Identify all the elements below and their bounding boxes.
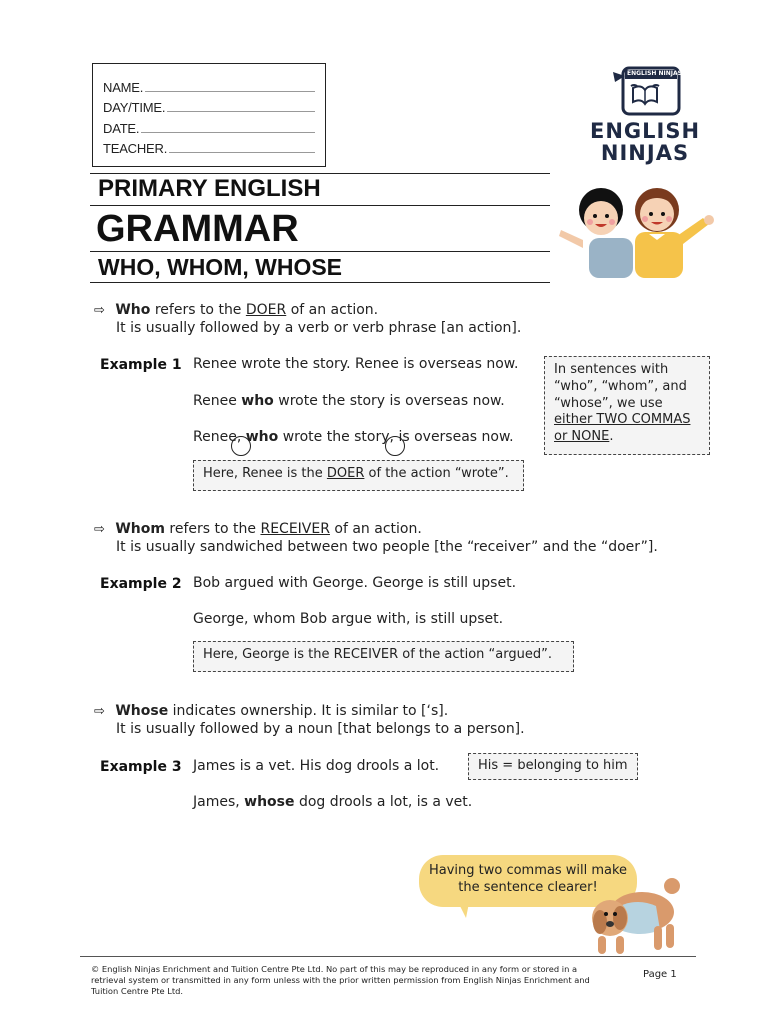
divider: [90, 251, 550, 252]
who-rule: [94, 302, 378, 318]
date-field[interactable]: [103, 115, 315, 136]
whom-rule-detail: It is usually sandwiched between two people [the “receiver” and the “doer”].: [116, 539, 658, 555]
ninja-book-icon: [609, 64, 681, 118]
logo-wordmark: [586, 120, 704, 164]
english-ninjas-logo: [586, 64, 704, 168]
student-info-box: [92, 63, 326, 167]
example-3-sentence-2: James, whose dog drools a lot, is a vet.: [193, 794, 473, 810]
example-1-note: Here, Renee is the DOER of the action “wrote”.: [193, 460, 524, 491]
divider: [90, 282, 550, 283]
name-label: NAME.: [103, 79, 144, 95]
example-1-sentence-2: Renee who wrote the story is overseas now.: [193, 393, 505, 409]
day-time-label: DAY/TIME.: [103, 100, 166, 115]
example-1-label: Example 1: [100, 357, 182, 373]
who-rule-detail: It is usually followed by a verb or verb phrase [an action].: [116, 320, 522, 336]
divider: [90, 173, 550, 174]
doer-term: DOER: [245, 302, 287, 318]
copyright-notice: © English Ninjas Enrichment and Tuition Centre Pte Ltd. No part of this may be reproduced in any form or stored in a retrieval system or transmitted in any form unless with the prior written permission from English Ninjas Enrichment and Tuition Centre Pte Ltd.: [91, 964, 590, 996]
name-field[interactable]: [103, 74, 315, 95]
arrow-right-icon: ⇨: [94, 704, 105, 719]
comma-rule-note: In sentences with “who”, “whom”, and “whose”, we use either TWO COMMAS or NONE.: [544, 356, 710, 455]
example-3-sentence-1: James is a vet. His dog drools a lot.: [193, 758, 440, 774]
comma-circle-icon: [385, 436, 405, 456]
who-term: Who: [115, 302, 151, 318]
arrow-right-icon: ⇨: [94, 522, 105, 537]
example-2-sentence-1: Bob argued with George. George is still upset.: [193, 575, 517, 591]
who-text: refers to the: [150, 302, 246, 318]
page-title: GRAMMAR: [96, 208, 299, 250]
example-1-sentence-1: Renee wrote the story. Renee is overseas now.: [193, 356, 519, 372]
page-number: Page 1: [643, 969, 677, 980]
teacher-field[interactable]: [103, 136, 315, 157]
subject-title: PRIMARY ENGLISH: [98, 175, 321, 202]
logo-line-2: NINJAS: [600, 141, 690, 165]
example-3-note: His = belonging to him: [468, 753, 638, 780]
teacher-label: TEACHER.: [103, 141, 168, 156]
example-2-sentence-2: George, whom Bob argue with, is still upset.: [193, 611, 504, 627]
whom-rule: ⇨ Whom refers to the RECEIVER of an action.: [94, 521, 422, 537]
whom-term: Whom: [115, 521, 165, 537]
day-time-field[interactable]: [103, 95, 315, 116]
whose-term: Whose: [115, 703, 169, 719]
example-1-sentence-3: Renee, who wrote the story, is overseas now.: [193, 429, 514, 445]
arrow-right-icon: ⇨: [94, 303, 105, 318]
whose-rule: ⇨ Whose indicates ownership. It is similar to [‘s].: [94, 703, 449, 719]
tip-speech-bubble: Having two commas will make the sentence clearer!: [419, 855, 637, 907]
footer-divider: [80, 956, 696, 957]
kids-illustration: [553, 176, 718, 280]
bubble-tail-icon: [452, 898, 478, 920]
dog-illustration: [584, 872, 684, 958]
divider: [90, 205, 550, 206]
receiver-term: RECEIVER: [260, 521, 330, 537]
topic-title: WHO, WHOM, WHOSE: [98, 254, 343, 280]
example-3-label: Example 3: [100, 759, 182, 775]
example-2-label: Example 2: [100, 576, 182, 592]
logo-line-1: ENGLISH: [589, 119, 701, 143]
example-2-note: Here, George is the RECEIVER of the action “argued”.: [193, 641, 574, 672]
whose-rule-detail: It is usually followed by a noun [that belongs to a person].: [116, 721, 525, 737]
who-text-end: of an action.: [286, 302, 379, 318]
logo-badge-text: ENGLISH NINJAS: [627, 70, 683, 77]
comma-circle-icon: [231, 436, 251, 456]
date-label: DATE.: [103, 120, 140, 136]
